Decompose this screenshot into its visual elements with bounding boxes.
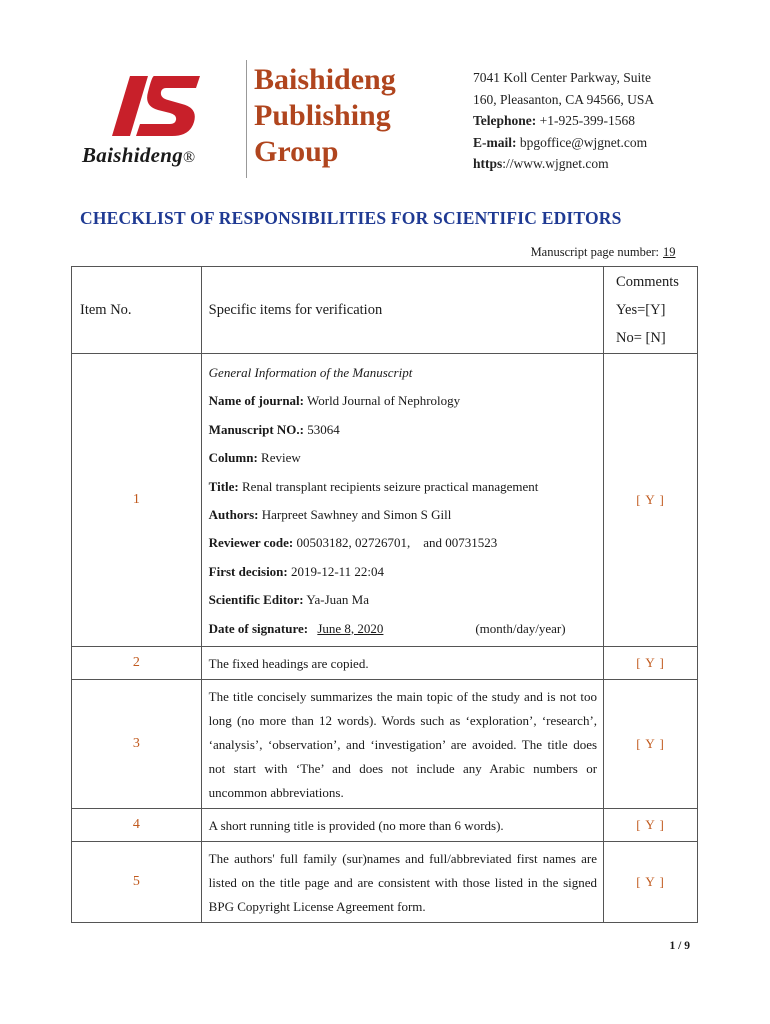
comment-mark: [ Y ]	[604, 680, 698, 809]
general-info-cell: General Information of the Manuscript Name of journal: World Journal of Nephrology Manuscript NO.: 53064 Column: Review Title: Renal transplant recipients seizure practical management Authors: Harpreet Sawhney and Simon S Gill Reviewer code: 00503182, 02726701, and 00731523 First decision: 2019-12-11 22:04 Scientific Editor: Ya-Juan Ma Date of signature: June 8, 2020 (month/day/year)	[201, 354, 603, 647]
contact-block	[473, 67, 654, 175]
table-header-row	[72, 267, 698, 354]
manuscript-title: Renal transplant recipients seizure practical management	[242, 478, 539, 494]
comment-mark: [ Y ]	[604, 809, 698, 842]
comment-mark: [ Y ]	[604, 647, 698, 680]
manuscript-page-number: Manuscript page number: 19	[530, 245, 676, 259]
first-decision: 2019-12-11 22:04	[291, 563, 385, 579]
section-heading: General Information of the Manuscript	[208, 365, 413, 380]
table-row	[72, 809, 698, 842]
authors: Harpreet Sawhney and Simon S Gill	[261, 507, 452, 523]
manuscript-no: 53064	[307, 421, 340, 437]
brand-name: Baishideng Publishing Group	[254, 63, 396, 168]
column-type: Review	[261, 450, 301, 466]
table-row	[72, 647, 698, 680]
checklist-table	[71, 266, 698, 923]
journal-name: World Journal of Nephrology	[307, 393, 461, 409]
email: E-mail: bpgoffice@wjgnet.com	[473, 134, 648, 150]
comment-mark: [ Y ]	[604, 842, 698, 923]
telephone: Telephone: +1-925-399-1568	[473, 113, 635, 128]
header-divider	[246, 60, 247, 178]
scientific-editor: Ya-Juan Ma	[306, 592, 370, 608]
item-text: The fixed headings are copied.	[201, 647, 603, 680]
signature-date: June 8, 2020	[317, 620, 384, 636]
table-row	[72, 354, 698, 647]
item-number: 1	[72, 354, 202, 647]
reviewer-codes: 00503182, 02726701, and 00731523	[296, 535, 498, 551]
address-line: 7041 Koll Center Parkway, Suite	[473, 70, 651, 85]
item-text: The title concisely summarizes the main topic of the study and is not too long (no more than 12 words). Words such as ‘exploration’, ‘research’, ‘analysis’, ‘observation’, and ‘investigation’ are avoided. The title does not start with ‘The’ and does not include any Arabic numbers or uncommon abbreviations.	[201, 680, 603, 809]
item-number: 5	[72, 842, 202, 923]
comment-mark: [ Y ]	[604, 354, 698, 647]
item-number: 4	[72, 809, 202, 842]
table-row	[72, 680, 698, 809]
website: https://www.wjgnet.com	[473, 156, 609, 171]
page-number: 1 / 9	[669, 940, 690, 952]
header-comments: Comments Yes=[Y] No= [N]	[604, 267, 698, 354]
logo-wordmark: Baishideng®	[82, 143, 196, 167]
page-title: CHECKLIST OF RESPONSIBILITIES FOR SCIENTIFIC EDITORS	[80, 208, 622, 228]
baishideng-logo-icon	[108, 72, 204, 144]
item-text: The authors' full family (sur)names and full/abbreviated first names are listed on the title page and are consistent with those listed in the signed BPG Copyright License Agreement form.	[201, 842, 603, 923]
header-specific-items: Specific items for verification	[201, 267, 603, 354]
item-number: 2	[72, 647, 202, 680]
table-row	[72, 842, 698, 923]
item-number: 3	[72, 680, 202, 809]
item-text: A short running title is provided (no more than 6 words).	[201, 809, 603, 842]
address-line: 160, Pleasanton, CA 94566, USA	[473, 91, 655, 107]
header-item-no: Item No.	[72, 267, 202, 354]
